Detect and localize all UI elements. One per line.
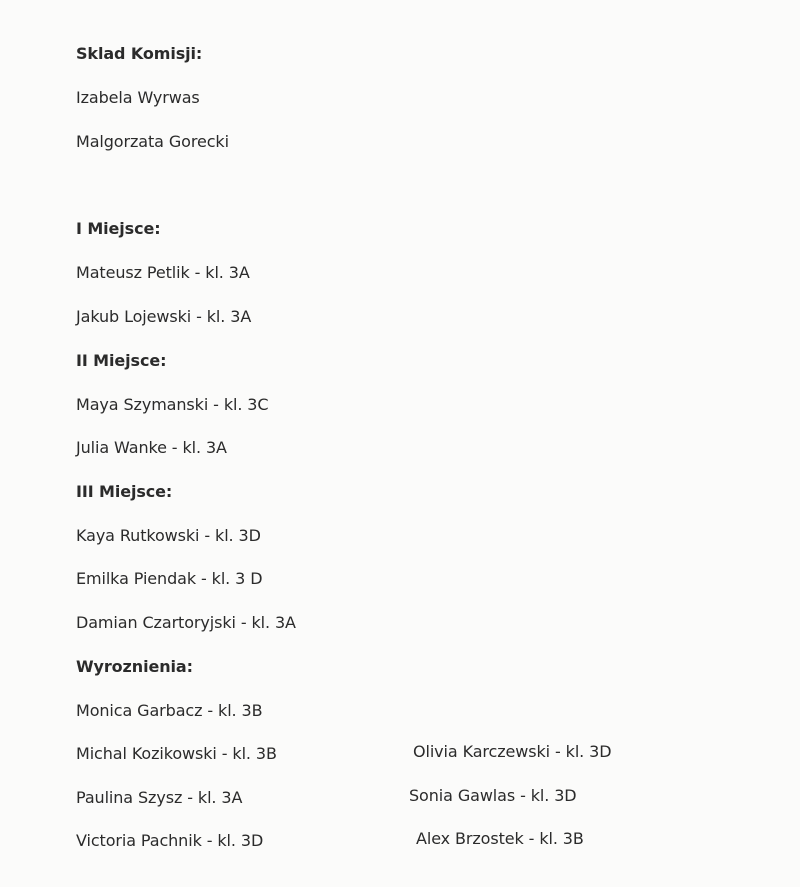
second-place-entry: Julia Wanke - kl. 3A xyxy=(76,438,227,457)
first-place-heading: I Miejsce: xyxy=(76,219,161,238)
third-place-heading: III Miejsce: xyxy=(76,482,173,501)
distinctions-heading: Wyroznienia: xyxy=(76,657,193,676)
third-place-entry: Emilka Piendak - kl. 3 D xyxy=(76,569,263,588)
distinction-entry: Victoria Pachnik - kl. 3D xyxy=(76,831,264,850)
first-place-entry: Mateusz Petlik - kl. 3A xyxy=(76,263,250,282)
commission-member: Izabela Wyrwas xyxy=(76,88,200,107)
third-place-entry: Kaya Rutkowski - kl. 3D xyxy=(76,526,261,545)
distinction-entry-right: Sonia Gawlas - kl. 3D xyxy=(409,786,577,805)
distinction-entry: Monica Garbacz - kl. 3B xyxy=(76,701,263,720)
second-place-entry: Maya Szymanski - kl. 3C xyxy=(76,395,269,414)
distinction-entry-right: Olivia Karczewski - kl. 3D xyxy=(413,742,612,761)
distinction-entry-right: Alex Brzostek - kl. 3B xyxy=(416,829,584,848)
second-place-heading: II Miejsce: xyxy=(76,351,167,370)
distinction-entry: Michal Kozikowski - kl. 3B xyxy=(76,744,277,763)
commission-member: Malgorzata Gorecki xyxy=(76,132,229,151)
third-place-entry: Damian Czartoryjski - kl. 3A xyxy=(76,613,296,632)
first-place-entry: Jakub Lojewski - kl. 3A xyxy=(76,307,252,326)
commission-heading: Sklad Komisji: xyxy=(76,44,203,63)
distinction-entry: Paulina Szysz - kl. 3A xyxy=(76,788,243,807)
